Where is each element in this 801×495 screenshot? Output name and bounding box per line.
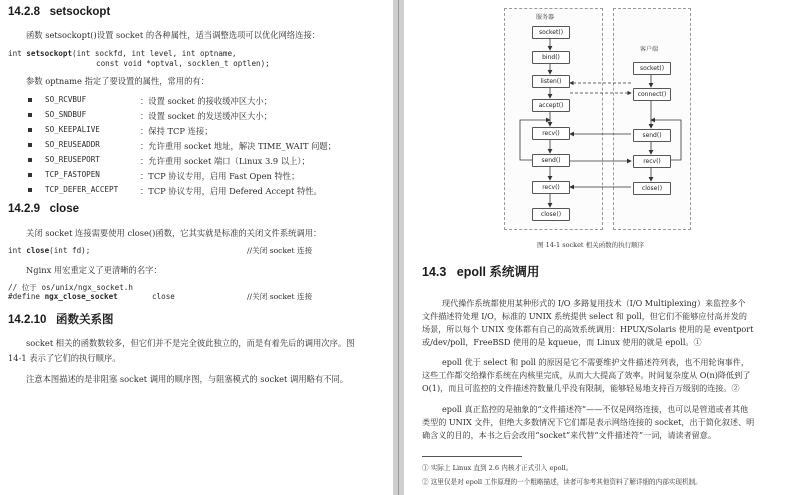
figure-caption: 图 14-1 socket 相关函数的执行顺序 [537, 241, 645, 249]
paragraph: 14-1 表示了它们的执行顺序。 [8, 353, 121, 363]
option-desc: ：TCP 协议专用，启用 Defered Accept 特性。 [140, 186, 322, 196]
option-desc: ：设置 socket 的接收缓冲区大小； [140, 96, 273, 106]
section-title: epoll 系统调用 [456, 265, 540, 279]
section-heading-14-2-10 [8, 311, 113, 327]
section-title: 函数关系图 [55, 314, 114, 326]
footnote: ① 实际上 Linux 直到 2.6 内核才正式引入 epoll。 [422, 464, 573, 472]
section-number: 14.3 [422, 265, 447, 279]
option-desc: ：允许重用 socket 端口（Linux 3.9 以上）； [140, 156, 310, 166]
code-comment: //关闭 socket 连接 [247, 246, 313, 255]
section-title: setsockopt [49, 6, 111, 18]
diagram-arrows [404, 0, 801, 240]
bullet-icon [28, 143, 32, 147]
code-line: // 位于 os/unix/ngx_socket.h [8, 283, 133, 292]
option-desc: ：TCP 协议专用，启用 Fast Open 特性； [140, 171, 300, 181]
bullet-icon [28, 128, 32, 132]
client-connect-box: connect() [633, 88, 671, 101]
option-name: TCP_FASTOPEN [45, 170, 100, 179]
section-heading-14-2-9 [8, 203, 79, 215]
footnote: ② 这里仅是对 epoll 工作原理的一个粗略描述，读者可参考其他资料了解详细的内部实现机制。 [422, 478, 702, 486]
client-title: 客户端 [640, 46, 659, 53]
section-heading-14-2-8 [8, 6, 110, 18]
client-recv-box: recv() [633, 155, 671, 168]
page-divider [398, 0, 399, 495]
server-send-box: send() [532, 154, 570, 167]
server-close-box: close() [532, 208, 570, 221]
bullet-icon [28, 113, 32, 117]
left-page [0, 0, 393, 495]
client-socket-box: socket() [633, 62, 671, 75]
code-comment: //关闭 socket 连接 [247, 292, 313, 301]
client-close-box: close() [633, 182, 671, 195]
server-socket-box: socket() [532, 26, 570, 39]
paragraph: 函数 setsockopt()设置 socket 的各种属性，适当调整选项可以优化网络连接： [26, 30, 321, 40]
bullet-icon [28, 188, 32, 192]
paragraph-line: epoll 真正监控的是抽象的“文件描述符”——不仅是网络连接，也可以是管道或者其他 [442, 404, 749, 414]
code-line: #define ngx_close_socket [8, 292, 118, 301]
paragraph: 注意本图描述的是非阻塞 socket 调用的顺序图，与阻塞模式的 socket 调用略有不同。 [26, 374, 349, 384]
option-name: SO_SNDBUF [45, 110, 87, 119]
bullet-icon [28, 173, 32, 177]
server-listen-box: listen() [532, 75, 570, 88]
server-recv-final-box: recv() [532, 181, 570, 194]
option-name: SO_KEEPALIVE [45, 125, 100, 134]
code-line: const void *optval, socklen_t optlen); [96, 59, 270, 68]
paragraph: 关闭 socket 连接需要使用 close()函数，它其实就是标准的关闭文件系统调用： [26, 228, 322, 238]
right-page [404, 0, 801, 495]
paragraph: socket 相关的函数数较多，但它们并不是完全彼此独立的，而是有着先后的调用次序。图 [26, 338, 355, 348]
paragraph-line: O(1)，而且可监控的文件描述符数量几乎没有限制，能够轻易地支持百万级别的连接。② [422, 383, 740, 393]
paragraph-line: 类型的 UNIX 文件，但绝大多数情况下它们都是表示网络连接的 socket，出于简化叙述、明 [422, 417, 755, 427]
section-number: 14.2.10 [8, 314, 47, 326]
option-desc: ：保持 TCP 连接； [140, 126, 213, 136]
code-line: int close(int fd); [8, 246, 91, 255]
option-name: SO_REUSEADDR [45, 140, 100, 149]
code-macro-value: close [152, 292, 175, 301]
server-accept-box: accept() [532, 99, 570, 112]
option-name: SO_REUSEPORT [45, 155, 100, 164]
bullet-icon [28, 98, 32, 102]
option-desc: ：允许重用 socket 地址，解决 TIME_WAIT 问题； [140, 141, 337, 151]
section-heading-14-3 [422, 262, 539, 280]
option-name: TCP_DEFER_ACCEPT [45, 185, 119, 194]
paragraph-line: 文件描述符处理 I/O，标准的 UNIX 系统提供 select 和 poll，但它们不能够应付高并发的 [422, 311, 747, 321]
server-bind-box: bind() [532, 51, 570, 64]
paragraph: Nginx 用宏重定义了更清晰的名字： [26, 265, 162, 275]
client-send-box: send() [633, 129, 671, 142]
option-name: SO_RCVBUF [45, 95, 87, 104]
bullet-icon [28, 158, 32, 162]
paragraph-line: 这些工作都交给操作系统在内核里完成，从而大大提高了效率。时间复杂度从 O(n)降低到了 [422, 370, 751, 380]
paragraph: 参数 optname 指定了要设置的属性，常用的有： [26, 76, 210, 86]
footnote-divider [422, 456, 522, 457]
paragraph-line: 或/dev/poll，FreeBSD 使用的是 kqueue，而 Linux 使用的就是 epoll。① [422, 337, 702, 347]
server-recv-box: recv() [532, 127, 570, 140]
paragraph-line: 场景，所以每个 UNIX 变体都有自己的高效系统调用：HPUX/Solaris 使用的是 eventport [422, 324, 754, 334]
option-desc: ：设置 socket 的发送缓冲区大小； [140, 111, 273, 121]
paragraph-line: 现代操作系统都使用某种形式的 I/O 多路复用技术（I/O Multiplexing）来监控多个 [442, 298, 746, 308]
section-title: close [49, 203, 79, 215]
paragraph-line: epoll 优于 select 和 poll 的原因是它不需要维护文件描述符列表，也不用轮询事件， [442, 357, 749, 367]
paragraph-line: 确含义的目的，本书之后会改用“socket”来代替“文件描述符”一词，请读者留意。 [422, 430, 716, 440]
section-number: 14.2.8 [8, 6, 40, 18]
section-number: 14.2.9 [8, 203, 40, 215]
server-title: 服务器 [536, 14, 555, 21]
code-line: int setsockopt(int sockfd, int level, int optname, [8, 49, 237, 58]
